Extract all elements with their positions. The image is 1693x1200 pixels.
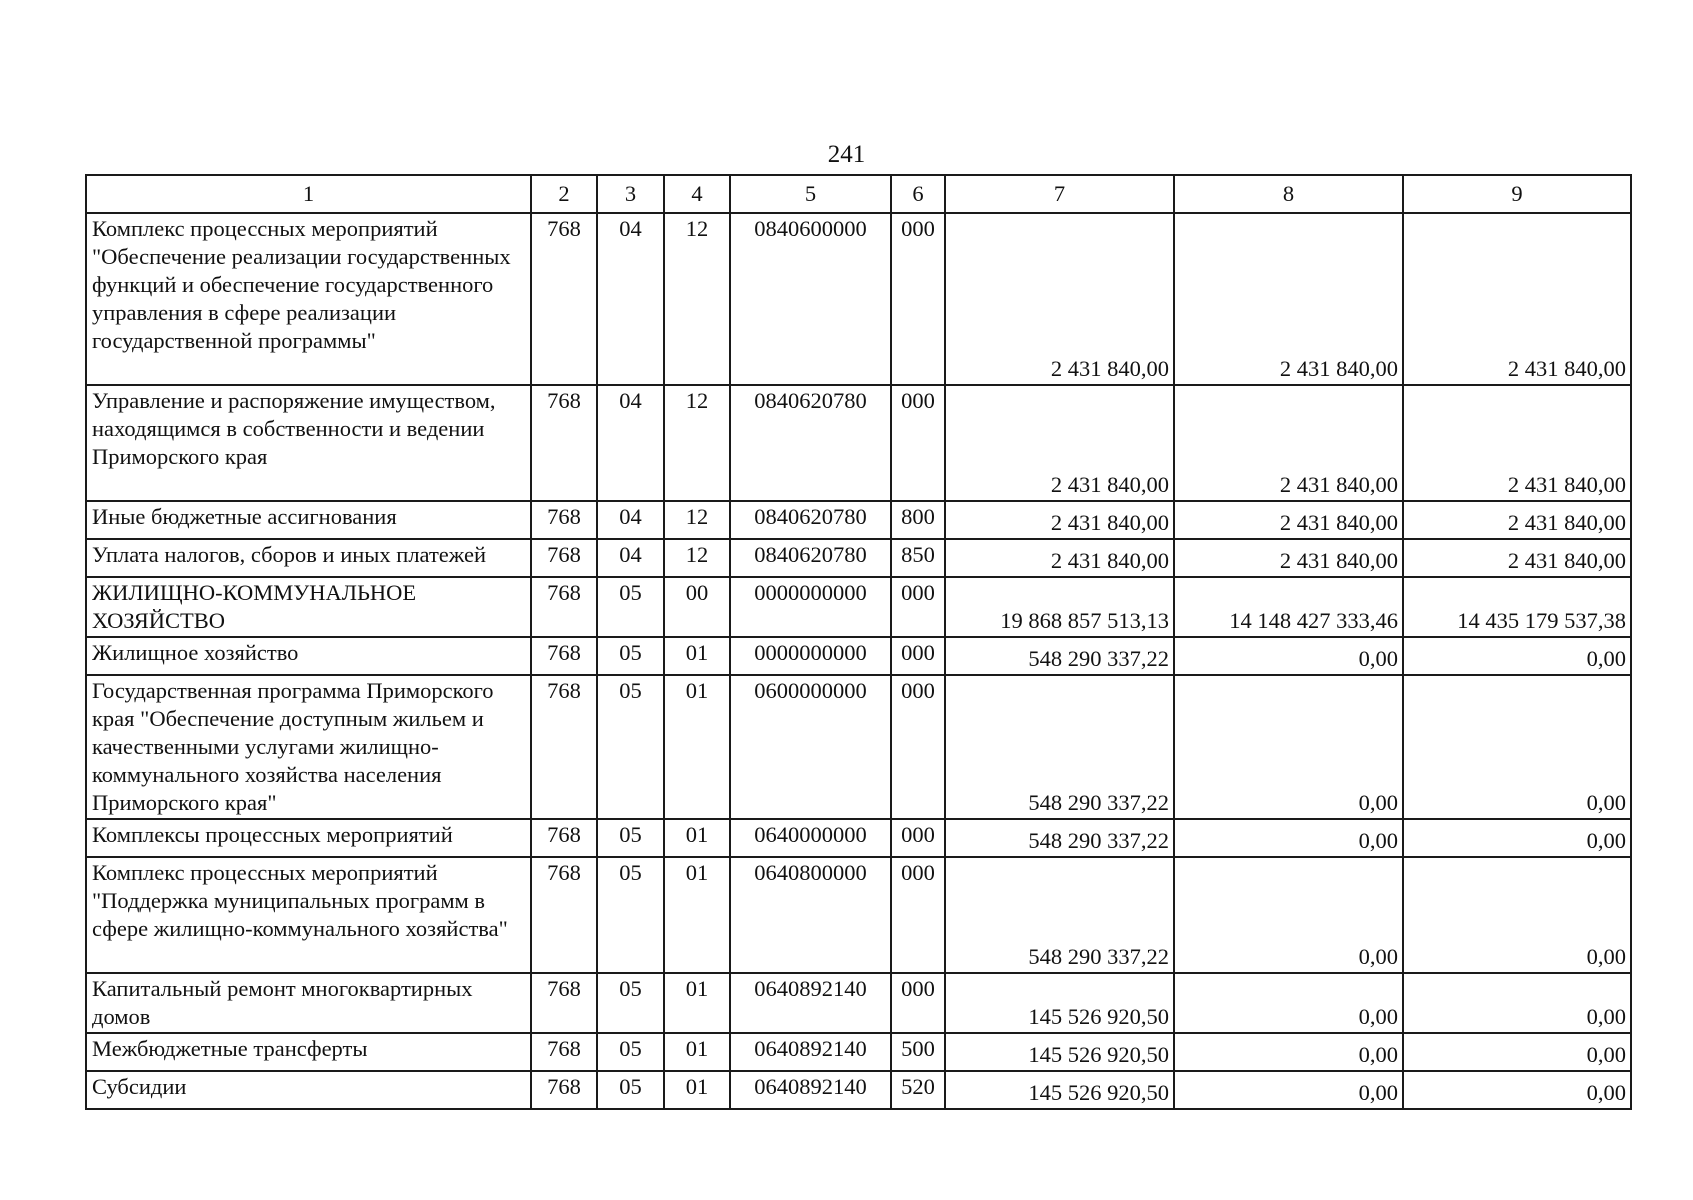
row-code-3: 05 (597, 1071, 664, 1109)
row-code-4: 12 (664, 385, 730, 501)
row-code-4: 01 (664, 1033, 730, 1071)
budget-table (85, 174, 1632, 1110)
row-amount-8: 2 431 840,00 (1174, 539, 1403, 577)
row-amount-7: 2 431 840,00 (945, 385, 1174, 501)
row-code-3: 04 (597, 385, 664, 501)
row-code-2: 768 (531, 637, 597, 675)
row-amount-9: 2 431 840,00 (1403, 385, 1631, 501)
row-amount-8: 2 431 840,00 (1174, 213, 1403, 385)
row-code-5: 0840600000 (730, 213, 891, 385)
row-amount-9: 2 431 840,00 (1403, 539, 1631, 577)
table-row (86, 857, 1631, 973)
row-code-2: 768 (531, 539, 597, 577)
row-amount-8: 2 431 840,00 (1174, 385, 1403, 501)
row-code-4: 01 (664, 637, 730, 675)
row-code-2: 768 (531, 819, 597, 857)
column-header: 2 (531, 175, 597, 213)
row-code-5: 0840620780 (730, 385, 891, 501)
row-code-3: 05 (597, 637, 664, 675)
table-row (86, 819, 1631, 857)
row-code-3: 04 (597, 501, 664, 539)
column-header: 1 (86, 175, 531, 213)
column-header: 5 (730, 175, 891, 213)
row-code-6: 800 (891, 501, 945, 539)
column-number-row (86, 175, 1631, 213)
row-amount-8: 2 431 840,00 (1174, 501, 1403, 539)
row-amount-8: 0,00 (1174, 637, 1403, 675)
row-code-5: 0640892140 (730, 1071, 891, 1109)
row-code-6: 000 (891, 819, 945, 857)
row-code-6: 000 (891, 577, 945, 637)
column-header: 9 (1403, 175, 1631, 213)
row-amount-7: 548 290 337,22 (945, 857, 1174, 973)
row-code-4: 01 (664, 973, 730, 1033)
row-amount-9: 0,00 (1403, 819, 1631, 857)
row-amount-9: 0,00 (1403, 1033, 1631, 1071)
row-code-3: 05 (597, 857, 664, 973)
row-code-4: 01 (664, 857, 730, 973)
column-header: 6 (891, 175, 945, 213)
row-name: Жилищное хозяйство (86, 637, 531, 675)
column-header: 3 (597, 175, 664, 213)
table-row (86, 973, 1631, 1033)
row-amount-9: 0,00 (1403, 857, 1631, 973)
row-code-2: 768 (531, 1033, 597, 1071)
row-name: Уплата налогов, сборов и иных платежей (86, 539, 531, 577)
table-row (86, 501, 1631, 539)
row-amount-7: 2 431 840,00 (945, 213, 1174, 385)
table-row (86, 539, 1631, 577)
row-name: ЖИЛИЩНО-КОММУНАЛЬНОЕ ХОЗЯЙСТВО (86, 577, 531, 637)
row-code-2: 768 (531, 973, 597, 1033)
table-row (86, 675, 1631, 819)
row-amount-9: 0,00 (1403, 1071, 1631, 1109)
row-amount-7: 2 431 840,00 (945, 501, 1174, 539)
row-code-6: 000 (891, 857, 945, 973)
row-amount-9: 0,00 (1403, 637, 1631, 675)
row-code-4: 00 (664, 577, 730, 637)
table-row (86, 577, 1631, 637)
row-code-3: 05 (597, 819, 664, 857)
row-amount-7: 19 868 857 513,13 (945, 577, 1174, 637)
row-amount-9: 2 431 840,00 (1403, 501, 1631, 539)
row-code-6: 000 (891, 675, 945, 819)
row-amount-8: 14 148 427 333,46 (1174, 577, 1403, 637)
row-code-3: 05 (597, 1033, 664, 1071)
column-header: 8 (1174, 175, 1403, 213)
row-name: Межбюджетные трансферты (86, 1033, 531, 1071)
row-code-5: 0640892140 (730, 1033, 891, 1071)
row-amount-8: 0,00 (1174, 1033, 1403, 1071)
row-code-5: 0840620780 (730, 539, 891, 577)
row-name: Комплексы процессных мероприятий (86, 819, 531, 857)
row-name: Субсидии (86, 1071, 531, 1109)
row-amount-7: 145 526 920,50 (945, 973, 1174, 1033)
row-code-2: 768 (531, 675, 597, 819)
row-name: Государственная программа Приморского края "Обеспечение доступным жильем и качественными услугами жилищно-коммунального хозяйства населения Приморского края" (86, 675, 531, 819)
row-code-6: 500 (891, 1033, 945, 1071)
row-code-2: 768 (531, 385, 597, 501)
row-code-3: 04 (597, 213, 664, 385)
row-code-4: 12 (664, 213, 730, 385)
row-code-5: 0640892140 (730, 973, 891, 1033)
row-code-6: 000 (891, 213, 945, 385)
row-code-4: 12 (664, 501, 730, 539)
row-code-4: 01 (664, 1071, 730, 1109)
row-amount-8: 0,00 (1174, 675, 1403, 819)
row-code-5: 0640800000 (730, 857, 891, 973)
column-header: 4 (664, 175, 730, 213)
row-name: Капитальный ремонт многоквартирных домов (86, 973, 531, 1033)
row-amount-9: 0,00 (1403, 675, 1631, 819)
row-code-5: 0640000000 (730, 819, 891, 857)
row-code-6: 000 (891, 385, 945, 501)
row-amount-8: 0,00 (1174, 973, 1403, 1033)
row-code-2: 768 (531, 501, 597, 539)
row-name: Комплекс процессных мероприятий "Обеспечение реализации государственных функций и обеспечение государственного управления в сфере реализации государственной программы" (86, 213, 531, 385)
row-code-3: 05 (597, 675, 664, 819)
row-amount-7: 548 290 337,22 (945, 637, 1174, 675)
row-name: Комплекс процессных мероприятий "Поддержка муниципальных программ в сфере жилищно-коммунального хозяйства" (86, 857, 531, 973)
row-amount-8: 0,00 (1174, 819, 1403, 857)
column-header: 7 (945, 175, 1174, 213)
table-row (86, 385, 1631, 501)
row-code-5: 0000000000 (730, 577, 891, 637)
row-code-3: 04 (597, 539, 664, 577)
row-code-5: 0600000000 (730, 675, 891, 819)
row-code-5: 0000000000 (730, 637, 891, 675)
row-code-3: 05 (597, 973, 664, 1033)
row-code-4: 01 (664, 675, 730, 819)
row-code-3: 05 (597, 577, 664, 637)
row-code-5: 0840620780 (730, 501, 891, 539)
row-amount-7: 145 526 920,50 (945, 1033, 1174, 1071)
row-amount-9: 0,00 (1403, 973, 1631, 1033)
row-code-6: 000 (891, 973, 945, 1033)
row-code-2: 768 (531, 213, 597, 385)
row-code-6: 520 (891, 1071, 945, 1109)
row-code-2: 768 (531, 1071, 597, 1109)
table-row (86, 1033, 1631, 1071)
row-amount-7: 145 526 920,50 (945, 1071, 1174, 1109)
row-name: Иные бюджетные ассигнования (86, 501, 531, 539)
row-amount-7: 548 290 337,22 (945, 819, 1174, 857)
row-code-4: 01 (664, 819, 730, 857)
table-row (86, 213, 1631, 385)
table-row (86, 1071, 1631, 1109)
row-amount-7: 2 431 840,00 (945, 539, 1174, 577)
row-code-2: 768 (531, 577, 597, 637)
page-number: 241 (827, 141, 866, 168)
row-name: Управление и распоряжение имуществом, находящимся в собственности и ведении Приморского края (86, 385, 531, 501)
row-code-6: 000 (891, 637, 945, 675)
row-amount-7: 548 290 337,22 (945, 675, 1174, 819)
row-amount-9: 2 431 840,00 (1403, 213, 1631, 385)
row-amount-8: 0,00 (1174, 1071, 1403, 1109)
row-code-2: 768 (531, 857, 597, 973)
table-row (86, 637, 1631, 675)
row-amount-8: 0,00 (1174, 857, 1403, 973)
row-code-4: 12 (664, 539, 730, 577)
row-amount-9: 14 435 179 537,38 (1403, 577, 1631, 637)
row-code-6: 850 (891, 539, 945, 577)
